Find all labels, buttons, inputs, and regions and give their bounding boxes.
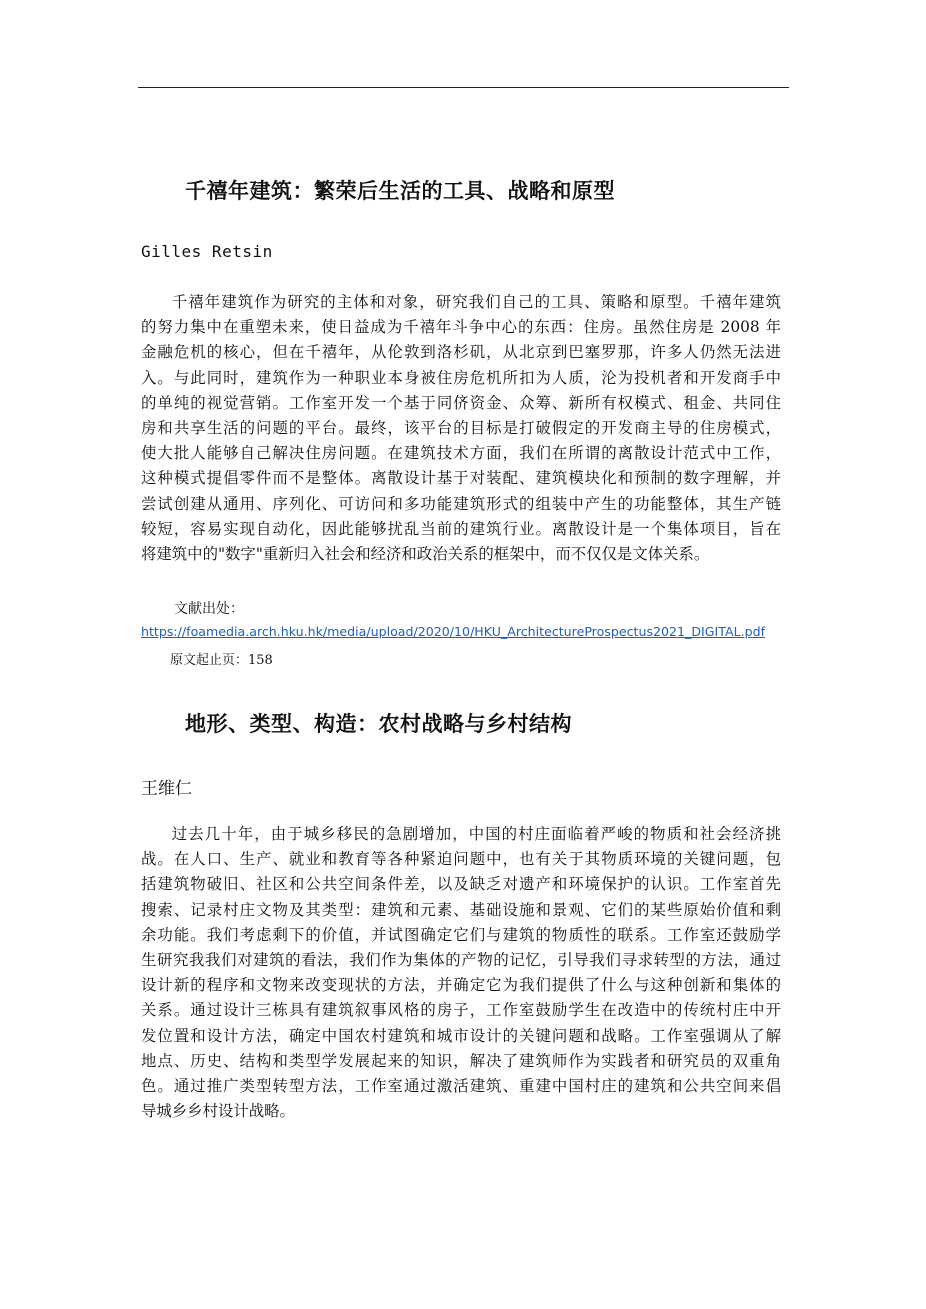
body-line: 的单纯的视觉营销。工作室开发一个基于同侪资金、众筹、新所有权模式、租金、共同住	[141, 393, 781, 412]
body-line: 房和共享生活的问题的平台。最终，该平台的目标是打破假定的开发商主导的住房模式，	[141, 419, 781, 438]
body-line: 搜索、记录村庄文物及其类型：建筑和元素、基础设施和景观、它们的某些原始价值和剩	[141, 900, 781, 919]
article-1-author: Gilles Retsin	[141, 242, 273, 261]
body-line: 这种模式提倡零件而不是整体。离散设计基于对装配、建筑模块化和预制的数字理解，并	[141, 469, 781, 488]
body-line: 括建筑物破旧、社区和公共空间条件差，以及缺乏对遗产和环境保护的认识。工作室首先	[141, 875, 781, 894]
body-line: 设计新的程序和文物来改变现状的方法，并确定它为我们提供了什么与这种创新和集体的	[141, 976, 781, 995]
body-line: 使大批人能够自己解决住房问题。在建筑技术方面，我们在所谓的离散设计范式中工作，	[141, 444, 781, 463]
body-line: 色。通过推广类型转型方法，工作室通过激活建筑、重建中国村庄的建筑和公共空间来倡	[141, 1077, 781, 1096]
body-line: 尝试创建从通用、序列化、可访问和多功能建筑形式的组装中产生的功能整体，其生产链	[141, 494, 781, 513]
body-line: 过去几十年，由于城乡移民的急剧增加，中国的村庄面临着严峻的物质和社会经济挑	[171, 825, 781, 843]
header-rule	[138, 87, 789, 88]
body-line: 余功能。我们考虑剩下的价值，并试图确定它们与建筑的物质性的联系。工作室还鼓励学	[141, 925, 781, 944]
body-line: 较短，容易实现自动化，因此能够扰乱当前的建筑行业。离散设计是一个集体项目，旨在	[141, 519, 781, 538]
article-2-body	[141, 822, 781, 1124]
source-label: 文献出处：	[174, 601, 244, 617]
body-line: 关系。通过设计三栋具有建筑叙事风格的房子，工作室鼓励学生在改造中的传统村庄中开	[141, 1001, 781, 1020]
page-reference: 原文起止页：158	[170, 653, 273, 668]
article-1-body	[141, 290, 781, 567]
source-link[interactable]: https://foamedia.arch.hku.hk/media/upload/2020/10/HKU_ArchitectureProspectus2021_DIGITAL.pdf	[141, 624, 766, 639]
body-line: 千禧年建筑作为研究的主体和对象，研究我们自己的工具、策略和原型。千禧年建筑	[171, 293, 781, 311]
body-line: 战。在人口、生产、就业和教育等各种紧迫问题中，也有关于其物质环境的关键问题，包	[141, 850, 781, 869]
body-line: 生研究我我们对建筑的看法，我们作为集体的产物的记忆，引导我们寻求转型的方法，通过	[141, 951, 781, 970]
body-line: 地点、历史、结构和类型学发展起来的知识，解决了建筑师作为实践者和研究员的双重角	[141, 1051, 781, 1070]
article-2-author: 王维仁	[141, 779, 192, 799]
body-line: 金融危机的核心，但在千禧年，从伦敦到洛杉矶，从北京到巴塞罗那，许多人仍然无法进	[141, 343, 781, 362]
body-line: 导城乡乡村设计战略。	[141, 1102, 295, 1121]
body-line: 的努力集中在重塑未来，使日益成为千禧年斗争中心的东西：住房。虽然住房是 2008 年	[141, 318, 781, 337]
body-line: 发位置和设计方法，确定中国农村建筑和城市设计的关键问题和战略。工作室强调从了解	[141, 1026, 781, 1045]
article-2-title: 地形、类型、构造：农村战略与乡村结构	[185, 712, 572, 736]
body-line: 将建筑中的"数字"重新归入社会和经济和政治关系的框架中，而不仅仅是文体关系。	[141, 545, 710, 564]
body-line: 入。与此同时，建筑作为一种职业本身被住房危机所扣为人质，沦为投机者和开发商手中	[141, 368, 781, 387]
article-1-title: 千禧年建筑：繁荣后生活的工具、战略和原型	[185, 179, 615, 203]
